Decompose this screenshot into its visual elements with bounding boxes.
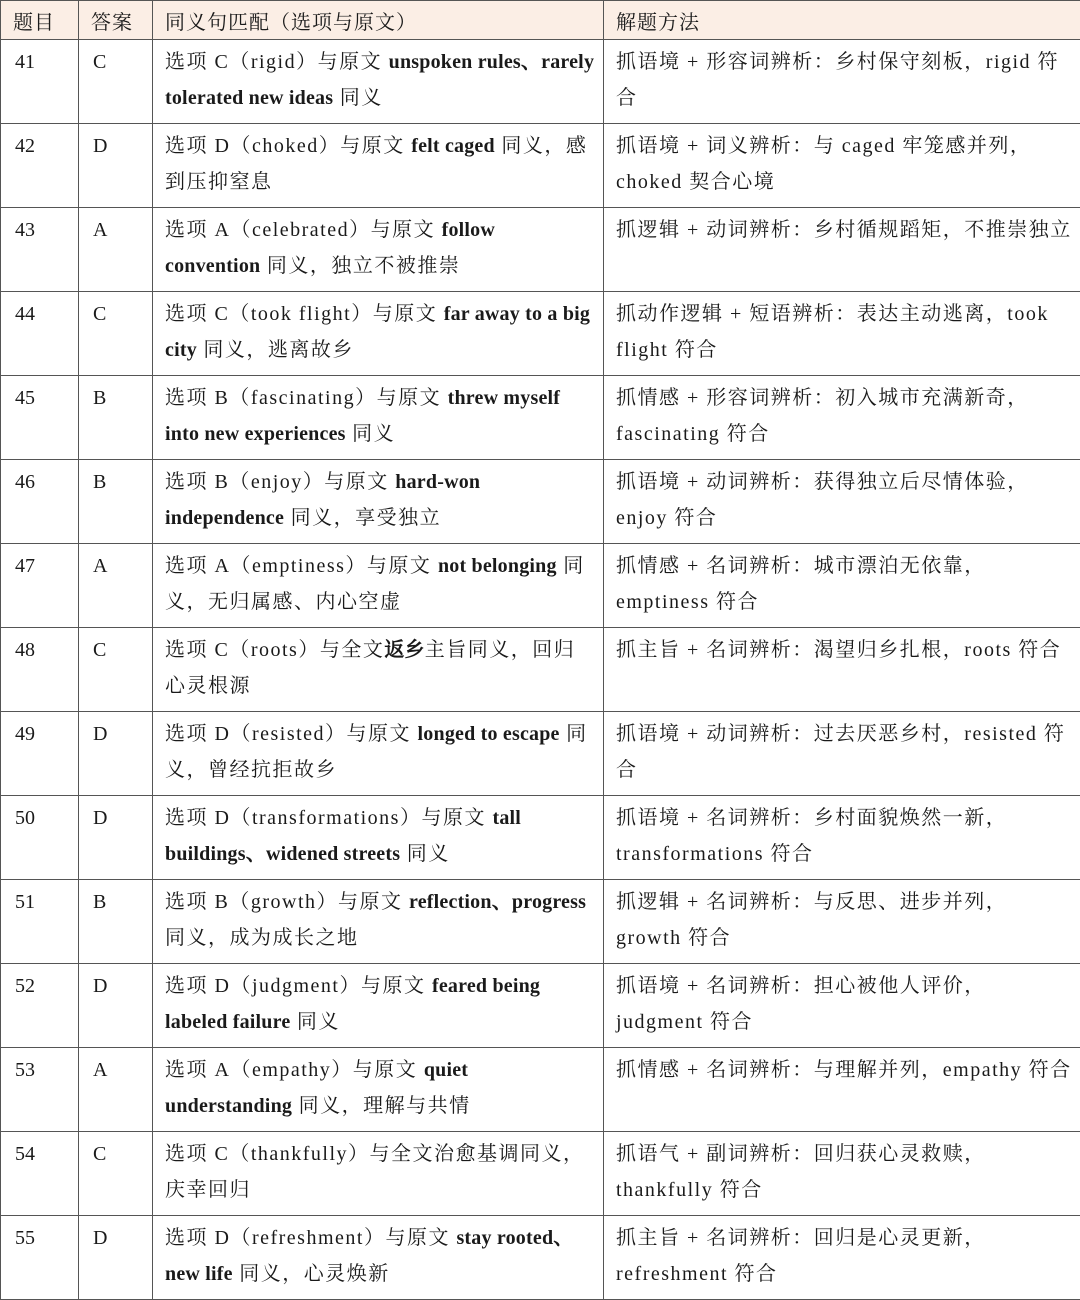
solving-method: 抓逻辑 + 动词辨析：乡村循规蹈矩，不推崇独立 [604, 208, 1080, 292]
match-key-phrase: threw myself into new experiences [165, 387, 560, 445]
match-tail-text: 同义，成为成长之地 [165, 927, 359, 949]
match-key-phrase: 返乡 [384, 639, 424, 661]
solving-method: 抓语境 + 动词辨析：获得独立后尽情体验，enjoy 符合 [604, 460, 1080, 544]
answer-letter: D [79, 712, 153, 796]
header-number: 题目 [1, 1, 79, 40]
match-tail-text: 主旨同义，回归心灵根源 [165, 639, 575, 697]
solving-method: 抓动作逻辑 + 短语辨析：表达主动逃离，took flight 符合 [604, 292, 1080, 376]
answer-letter: B [79, 460, 153, 544]
match-tail-text: 同义，感到压抑窒息 [165, 135, 587, 193]
match-tail-text: 同义 [346, 423, 396, 445]
match-key-phrase: quiet understanding [165, 1059, 468, 1117]
match-key-phrase: tall buildings、widened streets [165, 807, 521, 865]
match-lead-text: 选项 B（growth）与原文 [165, 891, 409, 913]
solving-method: 抓主旨 + 名词辨析：渴望归乡扎根，roots 符合 [604, 628, 1080, 712]
answer-letter: A [79, 544, 153, 628]
solving-method: 抓情感 + 形容词辨析：初入城市充满新奇，fascinating 符合 [604, 376, 1080, 460]
table-row [1, 292, 1080, 376]
match-key-phrase: feared being labeled failure [165, 975, 540, 1033]
table-row [1, 796, 1080, 880]
table-row [1, 964, 1080, 1048]
match-tail-text: 同义，心灵焕新 [233, 1263, 390, 1285]
match-tail-text: 同义，独立不被推崇 [260, 255, 460, 277]
solving-method: 抓语境 + 动词辨析：过去厌恶乡村，resisted 符合 [604, 712, 1080, 796]
synonym-match [153, 796, 604, 880]
match-lead-text: 选项 C（took flight）与原文 [165, 303, 444, 325]
answer-letter: D [79, 124, 153, 208]
answer-letter: C [79, 1132, 153, 1216]
answer-letter: D [79, 796, 153, 880]
match-lead-text: 选项 A（celebrated）与原文 [165, 219, 442, 241]
question-number: 51 [1, 880, 79, 964]
question-number: 43 [1, 208, 79, 292]
match-key-phrase: not belonging [438, 555, 557, 577]
header-row [1, 1, 1080, 40]
match-key-phrase: follow convention [165, 219, 495, 277]
match-key-phrase: longed to escape [418, 723, 560, 745]
match-tail-text: 同义，逃离故乡 [197, 339, 354, 361]
match-tail-text: 同义 [290, 1011, 340, 1033]
synonym-match [153, 376, 604, 460]
answer-letter: B [79, 880, 153, 964]
match-lead-text: 选项 C（rigid）与原文 [165, 51, 389, 73]
match-key-phrase: reflection、progress [409, 891, 586, 913]
question-number: 52 [1, 964, 79, 1048]
answer-letter: B [79, 376, 153, 460]
solving-method: 抓语境 + 词义辨析：与 caged 牢笼感并列，choked 契合心境 [604, 124, 1080, 208]
synonym-match [153, 124, 604, 208]
match-lead-text: 选项 A（empathy）与原文 [165, 1059, 424, 1081]
match-lead-text: 选项 A（emptiness）与原文 [165, 555, 438, 577]
table-body [1, 40, 1080, 1300]
answer-letter: D [79, 1216, 153, 1300]
synonym-match [153, 1216, 604, 1300]
synonym-match [153, 1048, 604, 1132]
match-lead-text: 选项 B（fascinating）与原文 [165, 387, 448, 409]
match-tail-text: 同义，曾经抗拒故乡 [165, 723, 588, 781]
table-row [1, 544, 1080, 628]
synonym-match [153, 208, 604, 292]
answer-letter: A [79, 1048, 153, 1132]
answer-letter: C [79, 40, 153, 124]
match-lead-text: 选项 D（judgment）与原文 [165, 975, 432, 997]
table-header [1, 1, 1080, 40]
match-lead-text: 选项 C（roots）与全文 [165, 639, 384, 661]
match-key-phrase: stay rooted、new life [165, 1227, 573, 1285]
synonym-match [153, 880, 604, 964]
table-row [1, 124, 1080, 208]
match-lead-text: 选项 B（enjoy）与原文 [165, 471, 395, 493]
synonym-match [153, 964, 604, 1048]
answer-letter: D [79, 964, 153, 1048]
solving-method: 抓情感 + 名词辨析：与理解并列，empathy 符合 [604, 1048, 1080, 1132]
synonym-match [153, 628, 604, 712]
match-tail-text: 同义，享受独立 [284, 507, 441, 529]
table-row [1, 1216, 1080, 1300]
synonym-match [153, 460, 604, 544]
synonym-match [153, 712, 604, 796]
table-row [1, 376, 1080, 460]
question-number: 48 [1, 628, 79, 712]
match-lead-text: 选项 D（refreshment）与原文 [165, 1227, 456, 1249]
table-row [1, 628, 1080, 712]
match-tail-text: 同义，理解与共情 [292, 1095, 471, 1117]
match-tail-text: 同义，无归属感、内心空虚 [165, 555, 585, 613]
match-lead-text: 选项 D（transformations）与原文 [165, 807, 492, 829]
solving-method: 抓语境 + 名词辨析：乡村面貌焕然一新，transformations 符合 [604, 796, 1080, 880]
answer-letter: C [79, 292, 153, 376]
table-row [1, 1048, 1080, 1132]
question-number: 42 [1, 124, 79, 208]
synonym-match [153, 544, 604, 628]
answer-letter: C [79, 628, 153, 712]
table-row [1, 712, 1080, 796]
question-number: 55 [1, 1216, 79, 1300]
synonym-match [153, 1132, 604, 1216]
question-number: 45 [1, 376, 79, 460]
header-synonym-match: 同义句匹配（选项与原文） [153, 1, 604, 40]
match-key-phrase: hard-won independence [165, 471, 480, 529]
question-number: 49 [1, 712, 79, 796]
answer-letter: A [79, 208, 153, 292]
question-number: 44 [1, 292, 79, 376]
table-row [1, 460, 1080, 544]
question-number: 54 [1, 1132, 79, 1216]
header-method: 解题方法 [604, 1, 1080, 40]
solving-method: 抓情感 + 名词辨析：城市漂泊无依靠，emptiness 符合 [604, 544, 1080, 628]
match-key-phrase: felt caged [411, 135, 495, 157]
question-number: 50 [1, 796, 79, 880]
question-number: 47 [1, 544, 79, 628]
table-row [1, 208, 1080, 292]
match-lead-text: 选项 D（resisted）与原文 [165, 723, 418, 745]
header-answer: 答案 [79, 1, 153, 40]
question-number: 53 [1, 1048, 79, 1132]
solving-method: 抓语境 + 名词辨析：担心被他人评价，judgment 符合 [604, 964, 1080, 1048]
match-lead-text: 选项 D（choked）与原文 [165, 135, 411, 157]
question-number: 46 [1, 460, 79, 544]
synonym-match [153, 292, 604, 376]
solving-method: 抓逻辑 + 名词辨析：与反思、进步并列，growth 符合 [604, 880, 1080, 964]
table-row [1, 880, 1080, 964]
match-key-phrase: far away to a big city [165, 303, 590, 361]
table-row [1, 40, 1080, 124]
solving-method: 抓主旨 + 名词辨析：回归是心灵更新，refreshment 符合 [604, 1216, 1080, 1300]
match-lead-text: 选项 C（thankfully）与全文治愈基调同义，庆幸回归 [165, 1143, 585, 1201]
match-tail-text: 同义 [333, 87, 383, 109]
match-tail-text: 同义 [400, 843, 450, 865]
table-row [1, 1132, 1080, 1216]
synonym-match [153, 40, 604, 124]
solving-method: 抓语境 + 形容词辨析：乡村保守刻板，rigid 符合 [604, 40, 1080, 124]
match-key-phrase: unspoken rules、rarely tolerated new ideas [165, 51, 594, 109]
solving-method: 抓语气 + 副词辨析：回归获心灵救赎，thankfully 符合 [604, 1132, 1080, 1216]
question-number: 41 [1, 40, 79, 124]
